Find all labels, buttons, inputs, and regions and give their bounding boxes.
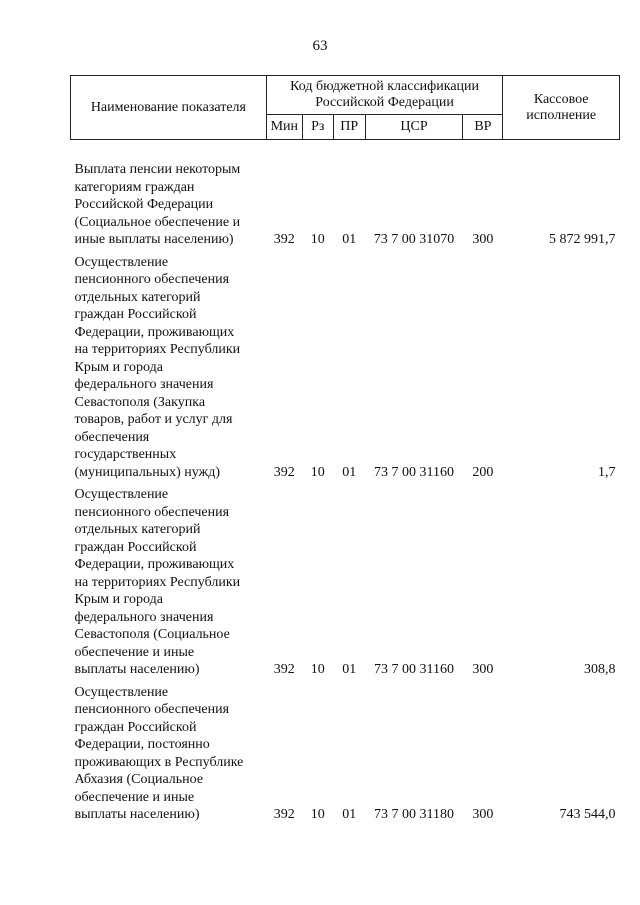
- row-name-line: категориям граждан: [74, 179, 195, 195]
- row-name-line: Севастополя (Социальное: [74, 627, 230, 642]
- cell-rz: 10: [310, 232, 325, 247]
- row-name-line: на территориях Республики: [74, 342, 241, 357]
- row-name-line: федерального значения: [74, 377, 214, 392]
- table-body: [71, 140, 620, 827]
- cell-csr: 73 7 00 31070: [373, 232, 455, 247]
- row-name-line: Абхазия (Социальное: [74, 772, 204, 787]
- table-row: [71, 484, 620, 682]
- row-name-line: Федерации, постоянно: [74, 737, 210, 752]
- cell-csr: 73 7 00 31160: [374, 662, 455, 677]
- page-number: 63: [312, 38, 328, 54]
- row-name-line: Российской Федерации: [74, 197, 214, 212]
- column-header-min: Мин: [266, 115, 302, 140]
- column-header-rz: Рз: [302, 115, 333, 140]
- row-name-line: пенсионного обеспечения: [74, 272, 230, 287]
- row-name: [71, 159, 267, 252]
- row-name-line: проживающих в Республике: [74, 754, 244, 770]
- cell-vr: 300: [472, 807, 494, 822]
- cell-vr: 300: [472, 662, 494, 677]
- row-name-line: отдельных категорий: [74, 522, 201, 537]
- row-name-line: граждан Российской: [74, 719, 197, 735]
- row-name-line: (Социальное обеспечение и: [74, 214, 241, 230]
- row-name-line: Осуществление: [74, 684, 169, 700]
- cell-pr: 01: [342, 662, 357, 677]
- row-name-line: граждан Российской: [74, 307, 197, 322]
- cell-pr: 01: [342, 464, 357, 480]
- row-name-line: Крым и города: [74, 592, 163, 607]
- cell-rz: 10: [310, 662, 325, 677]
- amount-header-line: исполнение: [526, 107, 597, 123]
- row-name-line: Осуществление: [74, 254, 169, 270]
- column-header-amount: [503, 76, 620, 140]
- cell-min: 392: [273, 807, 295, 822]
- cell-pr: 01: [342, 232, 357, 247]
- cell-vr: 200: [472, 464, 494, 480]
- row-name-line: Федерации, проживающих: [74, 324, 235, 340]
- cell-rz: 10: [310, 807, 325, 822]
- row-name: [71, 252, 267, 485]
- row-name-line: иные выплаты населению): [74, 232, 234, 247]
- cell-csr: 73 7 00 31180: [374, 807, 455, 822]
- row-name-line: товаров, работ и услуг для: [74, 412, 233, 427]
- column-header-budget-code: [266, 76, 503, 115]
- budget-table: [70, 75, 620, 827]
- cell-vr: 300: [472, 232, 494, 247]
- row-name-line: федерального значения: [74, 609, 214, 625]
- row-name-line: граждан Российской: [74, 539, 197, 555]
- table-row: [71, 252, 620, 485]
- row-name-line: Крым и города: [74, 359, 163, 375]
- row-name-line: отдельных категорий: [74, 289, 201, 305]
- row-name-line: государственных: [74, 447, 177, 462]
- row-name-line: пенсионного обеспечения: [74, 702, 230, 717]
- budget-code-header-line: Российской Федерации: [315, 95, 454, 110]
- cell-amount: 308,8: [584, 662, 616, 677]
- amount-header-line: Кассовое: [533, 91, 589, 107]
- row-name: [71, 682, 267, 827]
- row-name-line: Осуществление: [74, 487, 169, 502]
- row-name-line: Севастополя (Закупка: [74, 394, 206, 410]
- row-name-line: обеспечения: [74, 429, 150, 445]
- column-header-vr: ВР: [463, 115, 503, 140]
- cell-amount: 1,7: [598, 464, 616, 480]
- row-name-line: пенсионного обеспечения: [74, 504, 230, 520]
- cell-min: 392: [273, 662, 295, 677]
- row-name: [71, 484, 267, 682]
- cell-rz: 10: [310, 464, 325, 480]
- table-row: [71, 159, 620, 252]
- cell-pr: 01: [342, 807, 357, 822]
- table-header: [71, 76, 620, 140]
- row-name-line: (муниципальных) нужд): [74, 464, 221, 480]
- row-name-line: Федерации, проживающих: [74, 557, 235, 572]
- row-name-line: выплаты населению): [74, 662, 200, 677]
- row-name-line: обеспечение и иные: [74, 789, 195, 805]
- cell-amount: 743 544,0: [559, 807, 616, 822]
- budget-code-header-line: Код бюджетной классификации: [290, 79, 480, 94]
- cell-min: 392: [273, 232, 295, 247]
- cell-csr: 73 7 00 31160: [374, 464, 455, 480]
- row-name-line: выплаты населению): [74, 807, 200, 822]
- cell-amount: 5 872 991,7: [549, 232, 616, 247]
- column-header-csr: ЦСР: [365, 115, 463, 140]
- cell-min: 392: [273, 464, 295, 480]
- column-header-name: Наименование показателя: [71, 76, 267, 140]
- row-name-line: на территориях Республики: [74, 574, 241, 590]
- column-header-pr: ПР: [333, 115, 365, 140]
- row-name-line: Выплата пенсии некоторым: [74, 162, 241, 177]
- row-name-line: обеспечение и иные: [74, 644, 195, 660]
- table-row: [71, 682, 620, 827]
